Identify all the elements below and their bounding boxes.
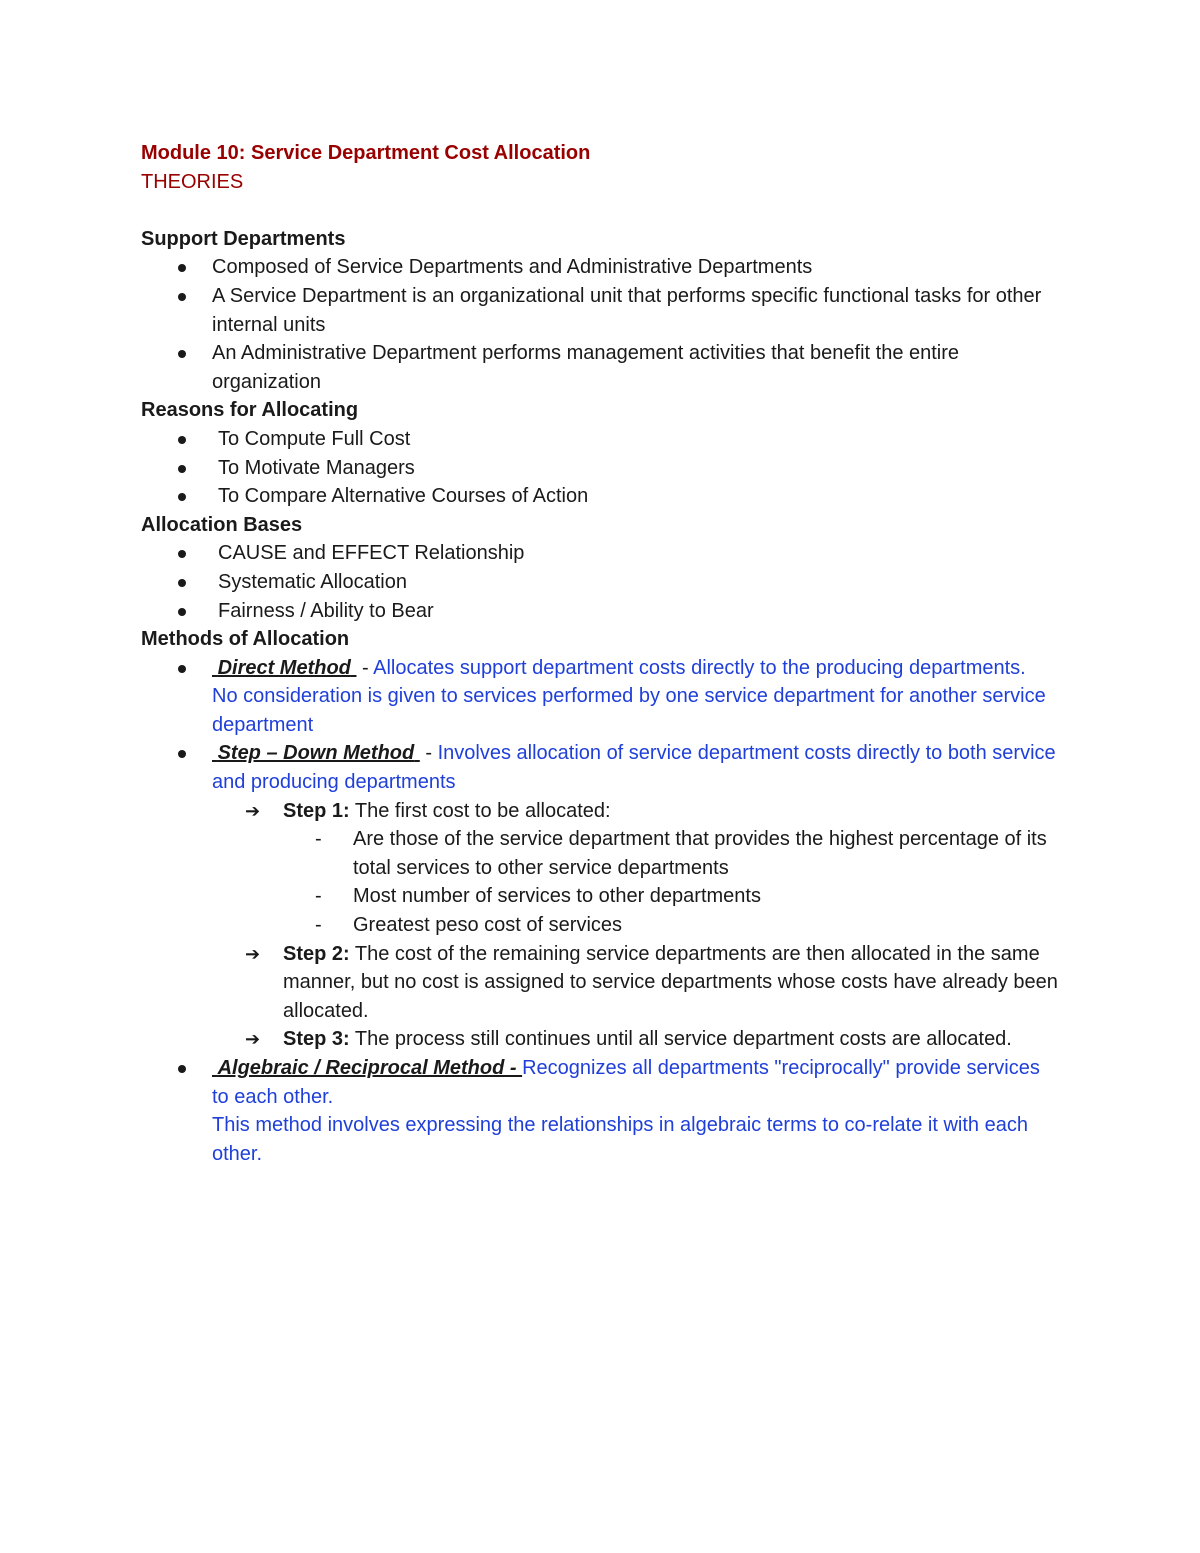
arrow-icon: ➔ xyxy=(245,943,261,964)
sub-item: - Are those of the service department that provides the highest percentage of its total services to other service departments xyxy=(141,825,1061,882)
list-item: An Administrative Department performs management activities that benefit the entire organization xyxy=(141,339,1061,396)
list-step1-subs xyxy=(283,825,1061,939)
list-support-departments xyxy=(141,253,1061,396)
list-steps xyxy=(212,797,1061,1054)
method-step-down: Step – Down Method - Involves allocation of service department costs directly to both service and producing departments ➔ Step 1: The first cost to be allocated: - Are those of the service department that provides the highest percentage of its total services to other service departments - Most number of services to other departments - Greatest peso cost of services ➔ Step 2: The cost of the remaining service departments are then allocated in the same manner, but no cost is assigned to service departments whose costs have already been allocated. ➔ Step 3: The process still continues until all service department costs are allocated. xyxy=(141,739,1061,1054)
list-item: Composed of Service Departments and Administrative Departments xyxy=(141,253,1061,282)
list-methods xyxy=(141,654,1061,1169)
heading-reasons-for-allocating: Reasons for Allocating xyxy=(141,399,359,422)
step-item: ➔ Step 1: The first cost to be allocated: - Are those of the service department that provides the highest percentage of its total services to other service departments - Most number of services to other departments - Greatest peso cost of services xyxy=(141,797,1061,940)
list-item: To Compute Full Cost xyxy=(141,425,1061,454)
method-desc-algebraic: Recognizes all departments "reciprocally" provide services to each other. xyxy=(212,1057,1040,1108)
method-desc-step-down: Involves allocation of service department costs directly to both service and producing departments xyxy=(212,742,1056,794)
list-item: CAUSE and EFFECT Relationship xyxy=(141,539,1061,568)
method-name-direct: Direct Method xyxy=(217,656,351,679)
sub-item: - Greatest peso cost of services xyxy=(141,911,1061,940)
list-allocation-bases xyxy=(141,539,1061,625)
method-desc-direct: Allocates support department costs directly to the producing departments. xyxy=(373,656,1026,679)
list-item: A Service Department is an organizational unit that performs specific functional tasks for other internal units xyxy=(141,282,1061,339)
document-content xyxy=(141,139,1061,1168)
method-desc2-algebraic: This method involves expressing the relationships in algebraic terms to co-relate it with each other. xyxy=(212,1114,1028,1165)
list-item: To Motivate Managers xyxy=(141,454,1061,483)
method-direct: Direct Method - Allocates support department costs directly to the producing departments. No consideration is given to services performed by one service department for another service department xyxy=(141,654,1061,740)
dash-icon: - xyxy=(315,914,322,937)
heading-allocation-bases: Allocation Bases xyxy=(141,513,303,536)
arrow-icon: ➔ xyxy=(245,1029,261,1050)
spacer xyxy=(141,196,1061,225)
list-item: Fairness / Ability to Bear xyxy=(141,597,1061,626)
document-subtitle: THEORIES xyxy=(141,170,244,193)
method-name-step-down: Step – Down Method xyxy=(217,742,415,765)
step-item: ➔ Step 3: The process still continues until all service department costs are allocated. xyxy=(141,1025,1061,1054)
method-name-algebraic: Algebraic / Reciprocal Method - xyxy=(217,1057,523,1079)
document-title: Module 10: Service Department Cost Allocation xyxy=(141,142,591,164)
dash-icon: - xyxy=(315,885,322,908)
arrow-icon: ➔ xyxy=(245,800,261,821)
method-desc2-direct: No consideration is given to services performed by one service department for another service department xyxy=(212,685,1046,736)
list-reasons xyxy=(141,425,1061,511)
method-algebraic xyxy=(141,1054,1061,1168)
list-item: Systematic Allocation xyxy=(141,568,1061,597)
dash-icon: - xyxy=(315,828,322,851)
list-item: To Compare Alternative Courses of Action xyxy=(141,482,1061,511)
heading-support-departments: Support Departments xyxy=(141,227,346,250)
heading-methods-of-allocation: Methods of Allocation xyxy=(141,628,350,651)
step-item: ➔ Step 2: The cost of the remaining service departments are then allocated in the same manner, but no cost is assigned to service departments whose costs have already been allocated. xyxy=(141,940,1061,1026)
sub-item: - Most number of services to other departments xyxy=(141,882,1061,911)
